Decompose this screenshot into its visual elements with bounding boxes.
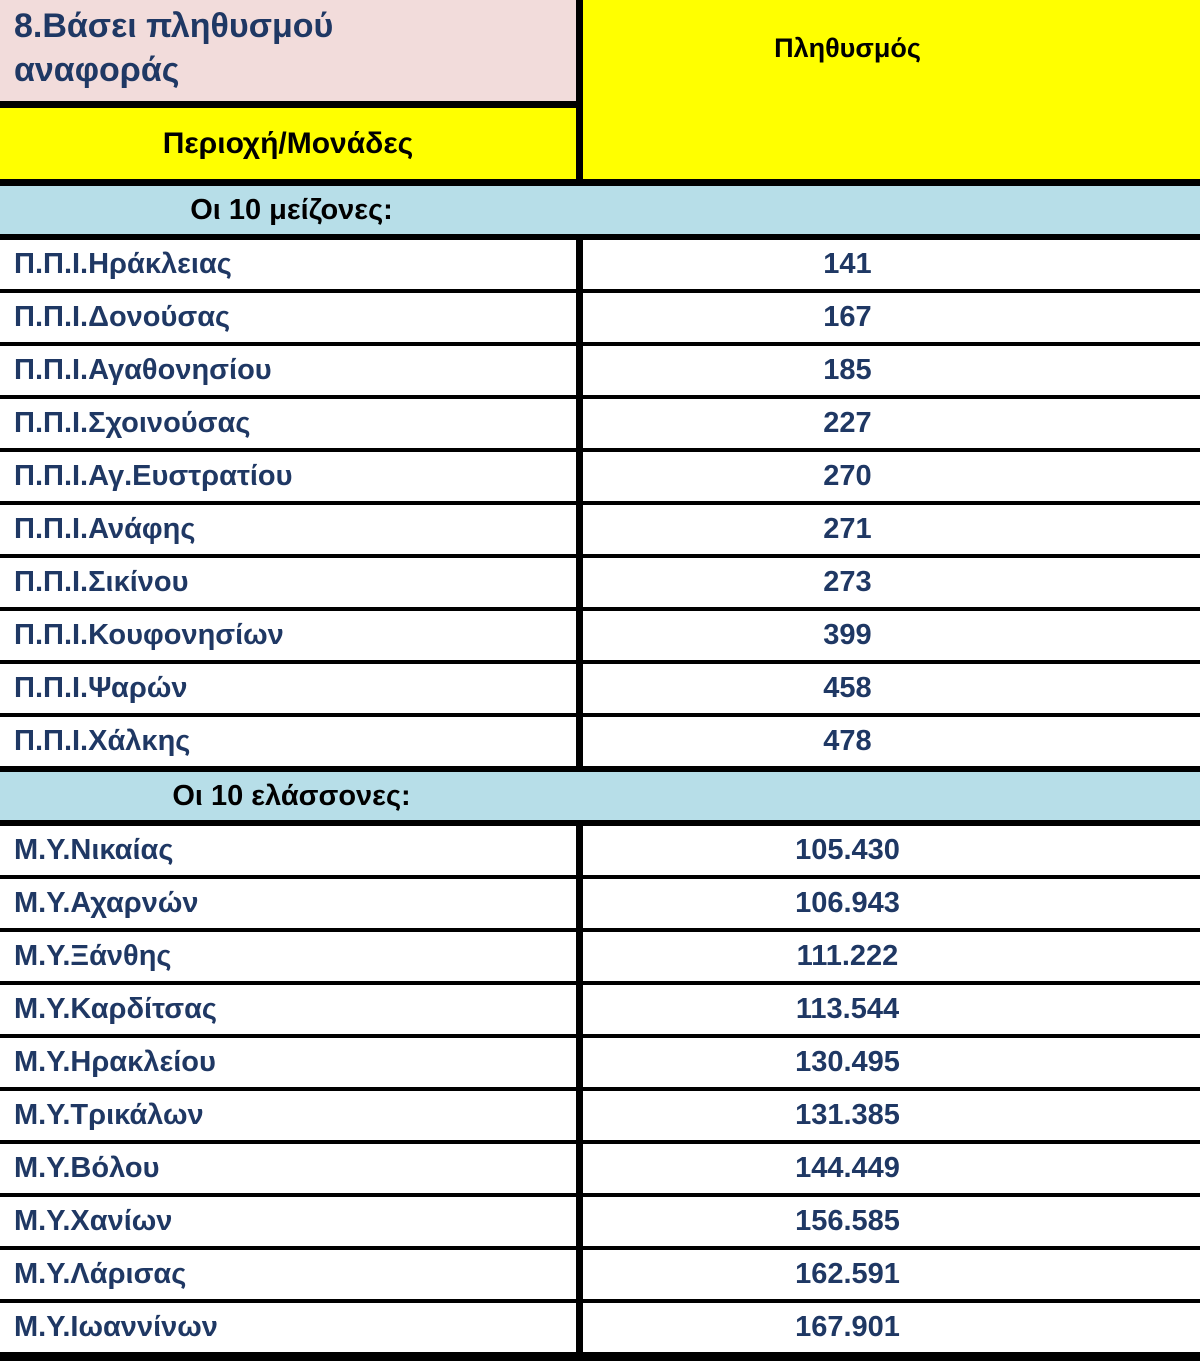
- table-row: [0, 399, 1200, 452]
- table-row: [0, 1303, 1200, 1361]
- row-label: Μ.Υ.Ιωαννίνων: [0, 1303, 583, 1352]
- table-row: [0, 826, 1200, 879]
- row-label: Π.Π.Ι.Δονούσας: [0, 293, 583, 342]
- row-label: Μ.Υ.Χανίων: [0, 1197, 583, 1246]
- row-value: 271: [823, 513, 872, 545]
- table-header-left: [0, 0, 583, 179]
- row-label: Μ.Υ.Καρδίτσας: [0, 985, 583, 1034]
- section-header-label: Οι 10 ελάσσονες:: [172, 779, 411, 812]
- row-value: 478: [823, 725, 872, 757]
- table-row: [0, 985, 1200, 1038]
- row-label: Μ.Υ.Νικαίας: [0, 826, 583, 875]
- row-label: Μ.Υ.Ξάνθης: [0, 932, 583, 981]
- col-header-population: [583, 0, 1200, 179]
- row-label: Μ.Υ.Βόλου: [0, 1144, 583, 1193]
- table-row: [0, 452, 1200, 505]
- table-row: [0, 664, 1200, 717]
- row-label: Π.Π.Ι.Κουφονησίων: [0, 611, 583, 660]
- row-value: 106.943: [795, 887, 900, 919]
- row-value: 111.222: [796, 940, 899, 972]
- row-label: Μ.Υ.Αχαρνών: [0, 879, 583, 928]
- table-row: [0, 611, 1200, 664]
- section-header-label: Οι 10 μείζονες:: [190, 193, 393, 226]
- row-value: 131.385: [795, 1099, 900, 1131]
- table-row: [0, 932, 1200, 985]
- table-row: [0, 1038, 1200, 1091]
- table-row: [0, 1197, 1200, 1250]
- table-row: [0, 293, 1200, 346]
- col-header-population-label: Πληθυσμός: [774, 32, 921, 63]
- table-row: [0, 505, 1200, 558]
- row-label: Μ.Υ.Λάρισας: [0, 1250, 583, 1299]
- row-value: 141: [823, 248, 872, 280]
- row-label: Π.Π.Ι.Αγ.Ευστρατίου: [0, 452, 583, 501]
- row-value: 458: [823, 672, 872, 704]
- row-label: Μ.Υ.Ηρακλείου: [0, 1038, 583, 1087]
- table-title-text: 8.Βάσει πληθυσμού αναφοράς: [14, 7, 334, 89]
- row-label: Π.Π.Ι.Ψαρών: [0, 664, 583, 713]
- row-label: Μ.Υ.Τρικάλων: [0, 1091, 583, 1140]
- table-header: [0, 0, 1200, 186]
- row-value: 273: [823, 566, 872, 598]
- row-value: 167.901: [795, 1311, 900, 1343]
- table-row: [0, 346, 1200, 399]
- row-value: 227: [823, 407, 872, 439]
- row-label: Π.Π.Ι.Σχοινούσας: [0, 399, 583, 448]
- table-row: [0, 1250, 1200, 1303]
- table-row: [0, 717, 1200, 772]
- section-header: [0, 186, 1200, 240]
- row-value: 162.591: [795, 1258, 900, 1290]
- row-label: Π.Π.Ι.Χάλκης: [0, 717, 583, 766]
- row-value: 113.544: [795, 993, 900, 1025]
- row-value: 130.495: [795, 1046, 900, 1078]
- row-value: 156.585: [795, 1205, 900, 1237]
- table-title: [0, 0, 576, 108]
- table-body: [0, 186, 1200, 1361]
- row-value: 270: [823, 460, 872, 492]
- section-header: [0, 772, 1200, 826]
- row-value: 105.430: [795, 834, 900, 866]
- table-row: [0, 879, 1200, 932]
- table-row: [0, 558, 1200, 611]
- row-label: Π.Π.Ι.Ανάφης: [0, 505, 583, 554]
- row-value: 185: [823, 354, 872, 386]
- table-row: [0, 1144, 1200, 1197]
- row-label: Π.Π.Ι.Αγαθονησίου: [0, 346, 583, 395]
- row-value: 399: [823, 619, 872, 651]
- table-row: [0, 1091, 1200, 1144]
- col-header-region-units: Περιοχή/Μονάδες: [0, 108, 576, 179]
- row-value: 144.449: [795, 1152, 900, 1184]
- row-value: 167: [823, 301, 872, 333]
- row-label: Π.Π.Ι.Ηράκλειας: [0, 240, 583, 289]
- row-label: Π.Π.Ι.Σικίνου: [0, 558, 583, 607]
- table-row: [0, 240, 1200, 293]
